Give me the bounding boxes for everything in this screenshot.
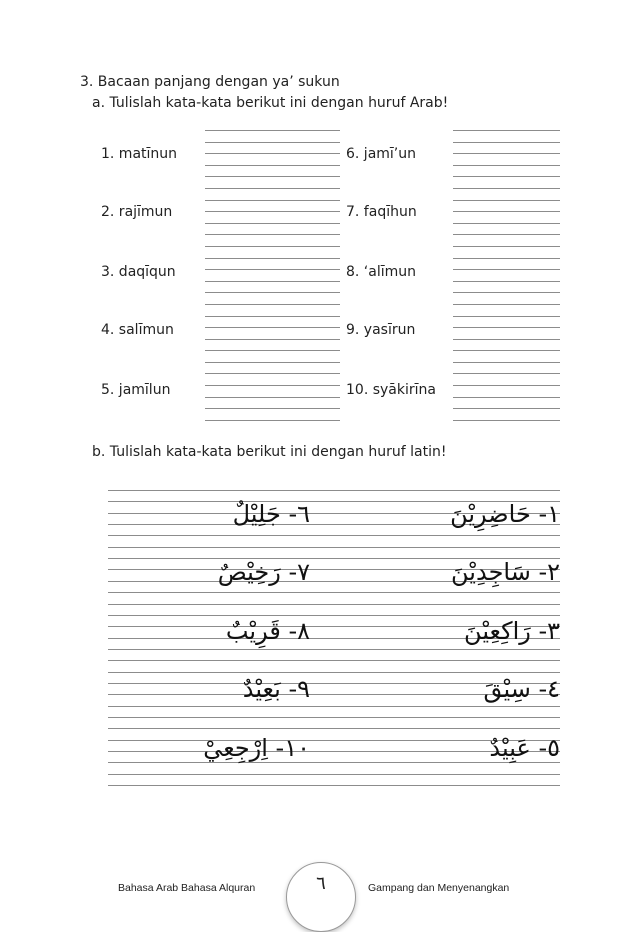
ruled-line — [108, 490, 560, 491]
ruled-line — [453, 269, 560, 270]
arabic-word-9: ٩- بَعِيْدٌ — [242, 675, 310, 703]
ruled-line — [453, 153, 560, 154]
word-1: 1. matīnun — [101, 146, 178, 162]
word-7: 7. faqīhun — [346, 204, 417, 220]
ruled-line — [205, 362, 340, 363]
ruled-line — [453, 339, 560, 340]
ruled-line — [108, 535, 560, 536]
ruled-line — [205, 292, 340, 293]
ruled-line — [205, 350, 340, 351]
ruled-line — [205, 269, 340, 270]
ruled-line — [108, 660, 560, 661]
instruction-b: b. Tulislah kata-kata berikut ini dengan huruf latin! — [92, 444, 447, 460]
ruled-line — [453, 408, 560, 409]
ruled-line — [108, 785, 560, 786]
ruled-line — [108, 728, 560, 729]
ruled-line — [205, 176, 340, 177]
instruction-a: a. Tulislah kata-kata berikut ini dengan huruf Arab! — [92, 95, 449, 111]
ruled-line — [453, 304, 560, 305]
ruled-line — [108, 774, 560, 775]
ruled-line — [205, 211, 340, 212]
ruled-line — [108, 762, 560, 763]
ruled-line — [453, 385, 560, 386]
ruled-line — [453, 292, 560, 293]
ruled-line — [453, 176, 560, 177]
ruled-line — [453, 373, 560, 374]
ruled-line — [205, 246, 340, 247]
arabic-word-7: ٧- رَخِيْصٌ — [217, 558, 310, 586]
ruled-line — [453, 362, 560, 363]
arabic-word-4: ٤- سِيْقَ — [483, 675, 560, 703]
footer-right-text: Gampang dan Menyenangkan — [368, 882, 510, 894]
ruled-line — [453, 223, 560, 224]
ruled-line — [205, 397, 340, 398]
ruled-line — [453, 281, 560, 282]
ruled-line — [108, 717, 560, 718]
ruled-line — [453, 211, 560, 212]
ruled-line — [108, 615, 560, 616]
ruled-line — [453, 200, 560, 201]
ruled-line — [205, 223, 340, 224]
ruled-line — [205, 316, 340, 317]
ruled-line — [205, 188, 340, 189]
ruled-line — [205, 165, 340, 166]
ruled-line — [453, 165, 560, 166]
ruled-line — [205, 234, 340, 235]
ruled-line — [453, 420, 560, 421]
ruled-line — [205, 304, 340, 305]
word-2: 2. rajīmun — [101, 204, 173, 220]
ruled-line — [205, 420, 340, 421]
section-heading: 3. Bacaan panjang dengan ya’ sukun — [80, 74, 340, 90]
page-number: ٦ — [316, 873, 326, 894]
word-10: 10. syākirīna — [346, 382, 436, 398]
ruled-line — [453, 316, 560, 317]
ruled-line — [205, 258, 340, 259]
ruled-line — [453, 397, 560, 398]
arabic-word-3: ٣- رَاكِعِيْنَ — [464, 617, 560, 645]
ruled-line — [453, 188, 560, 189]
ruled-line — [108, 706, 560, 707]
ruled-line — [205, 130, 340, 131]
arabic-word-10: ١٠- اِرْجِعِيْ — [203, 734, 310, 762]
ruled-line — [205, 339, 340, 340]
ruled-line — [108, 592, 560, 593]
ruled-line — [453, 130, 560, 131]
ruled-line — [108, 604, 560, 605]
ruled-line — [205, 385, 340, 386]
word-8: 8. ‘alīmun — [346, 264, 416, 280]
ruled-line — [205, 153, 340, 154]
word-5: 5. jamīlun — [101, 382, 171, 398]
arabic-word-6: ٦- جَلِيْلٌ — [232, 500, 310, 528]
ruled-line — [453, 327, 560, 328]
ruled-line — [205, 142, 340, 143]
ruled-line — [205, 281, 340, 282]
footer-left-text: Bahasa Arab Bahasa Alquran — [118, 882, 256, 894]
arabic-word-5: ٥- عَبِيْدٌ — [489, 734, 560, 762]
ruled-line — [453, 142, 560, 143]
word-3: 3. daqīqun — [101, 264, 176, 280]
ruled-line — [205, 408, 340, 409]
arabic-word-2: ٢- سَاجِدِيْنَ — [451, 558, 560, 586]
writing-lines-left — [205, 130, 340, 431]
ruled-line — [108, 672, 560, 673]
ruled-line — [108, 649, 560, 650]
word-6: 6. jamī’un — [346, 146, 416, 162]
ruled-line — [453, 234, 560, 235]
ruled-line — [453, 246, 560, 247]
ruled-line — [205, 200, 340, 201]
ruled-line — [108, 547, 560, 548]
ruled-line — [453, 258, 560, 259]
word-9: 9. yasīrun — [346, 322, 416, 338]
ruled-line — [205, 327, 340, 328]
ruled-line — [205, 373, 340, 374]
writing-lines-right — [453, 130, 560, 431]
word-4: 4. salīmun — [101, 322, 174, 338]
ruled-line — [453, 350, 560, 351]
arabic-word-8: ٨- قَرِيْبٌ — [225, 617, 310, 645]
arabic-word-1: ١- حَاضِرِيْنَ — [450, 500, 560, 528]
